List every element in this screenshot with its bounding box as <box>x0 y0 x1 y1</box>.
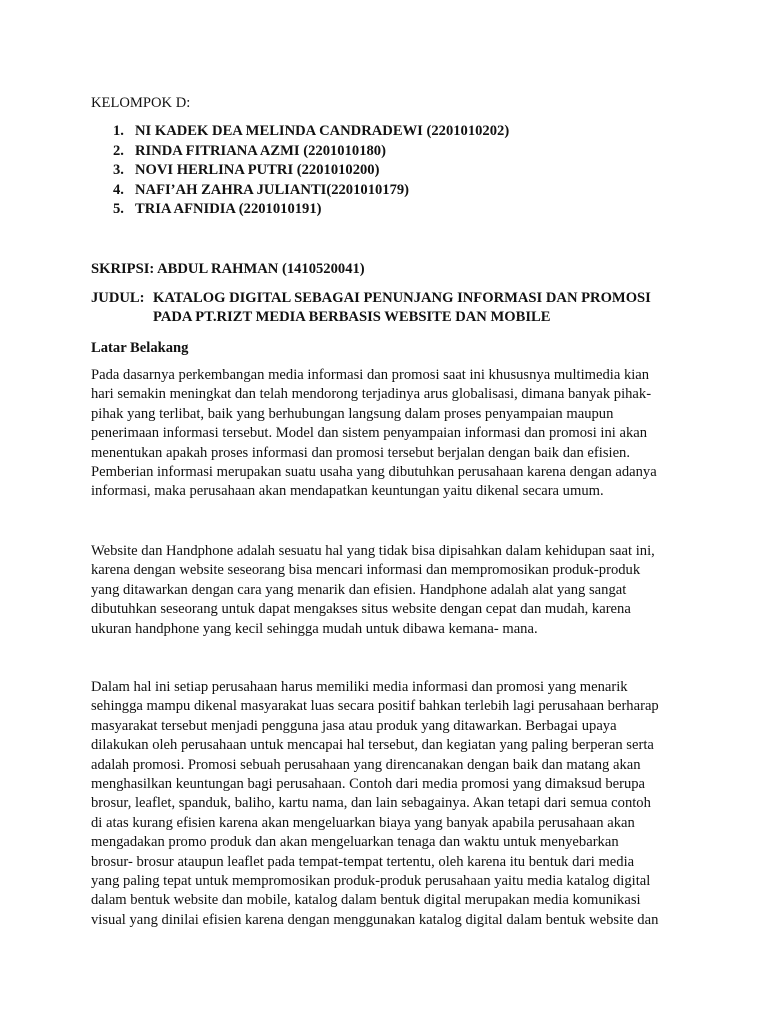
list-number: 4. <box>113 181 124 198</box>
text-line: visual yang dinilai efisien karena dengan menggunakan katalog digital dalam bentuk website dan <box>91 911 659 928</box>
text-line: menghasilkan keuntungan bagi perusahaan. Contoh dari media promosi yang dimaksud berupa <box>91 776 646 793</box>
paragraph <box>91 366 691 502</box>
list-number: 5. <box>113 201 124 217</box>
list-item <box>91 142 509 162</box>
paragraph <box>91 678 691 930</box>
text-line: Pada dasarnya perkembangan media informasi dan promosi saat ini khususnya multimedia kian <box>91 367 650 383</box>
list-item <box>91 181 509 201</box>
list-number: 2. <box>113 142 124 159</box>
list-item <box>91 200 509 220</box>
member-name: NI KADEK DEA MELINDA CANDRADEWI (2201010202) <box>135 123 510 139</box>
member-list <box>91 122 509 220</box>
text-line: penerimaan informasi tersebut. Model dan sistem penyampaian informasi dan promosi ini akan <box>91 425 648 442</box>
text-line: dalam bentuk website dan mobile, katalog dalam bentuk digital merupakan media komunikasi <box>91 892 641 909</box>
text-line: Dalam hal ini setiap perusahaan harus memiliki media informasi dan promosi yang menarik <box>91 679 628 695</box>
text-line: informasi, maka perusahaan akan mendapatkan keuntungan yaitu dikenal secara umum. <box>91 483 604 500</box>
text-line: brosur- brosur ataupun leaflet pada tempat-tempat tertentu, oleh karena itu bentuk dari media <box>91 853 635 870</box>
list-item <box>91 161 509 181</box>
group-label: KELOMPOK D: <box>91 95 191 111</box>
text-line: mengadakan promo produk dan akan mengeluarkan tenaga dan waktu untuk menyebarkan <box>91 834 619 851</box>
member-name: RINDA FITRIANA AZMI (2201010180) <box>135 142 386 159</box>
text-line: hari semakin meningkat dan telah mendorong terjadinya arus globalisasi, dimana banyak pihak- <box>91 386 652 403</box>
text-line: dilakukan oleh perusahaan untuk mencapai hal tersebut, dan kegiatan yang paling berperan serta <box>91 737 654 754</box>
text-line: yang paling tepat untuk mempromosikan produk-produk perusahaan yaitu media katalog digital <box>91 873 651 890</box>
skripsi-line: SKRIPSI: ABDUL RAHMAN (1410520041) <box>91 261 365 277</box>
text-line: sehingga mampu dikenal masyarakat luas secara positif bahkan terlebih lagi perusahaan berharap <box>91 698 659 715</box>
member-name: NAFI’AH ZAHRA JULIANTI(2201010179) <box>135 181 410 198</box>
text-line: di atas kurang efisien karena akan mengeluarkan biaya yang banyak apabila perusahaan akan <box>91 814 635 831</box>
list-number: 1. <box>113 123 124 139</box>
text-line: dibutuhkan seseorang untuk dapat mengakses situs website dengan cepat dan mudah, karena <box>91 601 631 618</box>
thesis-title-label: JUDUL: <box>91 290 145 306</box>
text-line: adalah promosi. Promosi sebuah perusahaan yang direncanakan dengan baik dan matang akan <box>91 756 641 773</box>
member-name: NOVI HERLINA PUTRI (2201010200) <box>135 162 380 178</box>
text-line: pihak yang terlibat, baik yang berhubungan langsung dalam proses penyampaian maupun <box>91 405 614 422</box>
section-heading: Latar Belakang <box>91 340 189 356</box>
text-line: ukuran handphone yang kecil sehingga mudah untuk dibawa kemana- mana. <box>91 620 538 637</box>
list-item <box>91 122 509 142</box>
thesis-title <box>91 289 691 327</box>
text-line: Pemberian informasi merupakan suatu usaha yang dibutuhkan perusahaan karena dengan adanya <box>91 464 657 481</box>
member-name: TRIA AFNIDIA (2201010191) <box>135 201 322 217</box>
paragraph <box>91 542 691 639</box>
text-line: brosur, leaflet, spanduk, baliho, kartu nama, dan lain sebagainya. Akan tetapi dari semua contoh <box>91 795 651 812</box>
text-line: masyarakat tersebut menjadi pengguna jasa atau produk yang ditawarkan. Berbagai upaya <box>91 717 617 734</box>
text-line: yang ditawarkan dengan cara yang menarik dan efisien. Handphone adalah alat yang sangat <box>91 581 627 598</box>
thesis-title-line: PADA PT.RIZT MEDIA BERBASIS WEBSITE DAN MOBILE <box>153 309 551 325</box>
text-line: menentukan apakah proses informasi dan promosi tersebut berjalan dengan baik dan efisien. <box>91 444 630 461</box>
text-line: karena dengan website seseorang bisa mencari informasi dan mempromosikan produk-produk <box>91 562 641 579</box>
thesis-title-line: KATALOG DIGITAL SEBAGAI PENUNJANG INFORMASI DAN PROMOSI <box>153 290 651 306</box>
list-number: 3. <box>113 162 124 178</box>
thesis-title-text <box>153 289 691 327</box>
text-line: Website dan Handphone adalah sesuatu hal yang tidak bisa dipisahkan dalam kehidupan saat ini, <box>91 543 655 559</box>
